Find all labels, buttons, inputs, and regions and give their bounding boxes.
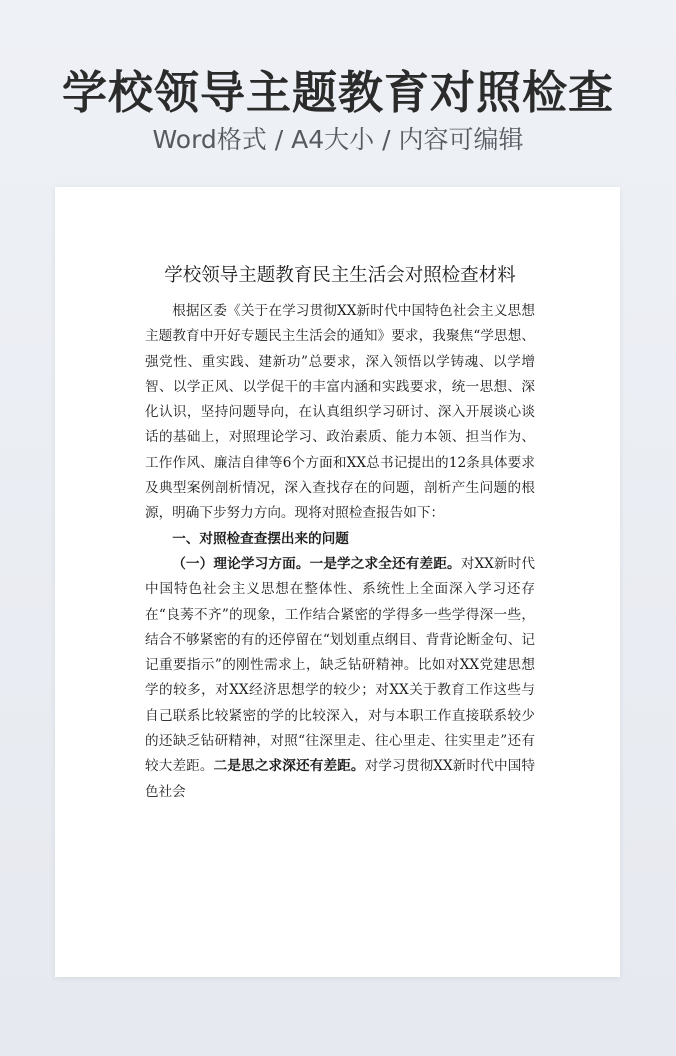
body-paragraph	[145, 552, 535, 805]
document-body	[145, 257, 535, 805]
point-two-label: 二是思之求深还有差距。	[213, 758, 365, 775]
document-title: 学校领导主题教育民主生活会对照检查材料	[164, 265, 516, 286]
document-page	[55, 187, 620, 977]
point-two-text: 对学习贯彻XX新时代中国特色社会	[145, 758, 536, 800]
banner-subtitle: Word格式 / A4大小 / 内容可编辑	[152, 125, 524, 154]
point-one-label: 一是学之求全还有差距。	[309, 555, 461, 572]
section-heading: 一、对照检查查摆出来的问题	[172, 530, 349, 547]
point-one-text: 对XX新时代中国特色社会主义思想在整体性、系统性上全面深入学习还存在“良莠不齐”的现象，工作结合紧密的学得多一些学得深一些，结合不够紧密的有的还停留在“划划重点纲目、背背论断金句、记记重要指示”的刚性需求上，缺乏钻研精神。比如对XX党建思想学的较多，对XX经济思想学的较少；对XX关于教育工作这些与自己联系比较紧密的学的比较深入，对与本职工作直接联系较少的还缺乏钻研精神，对照“往深里走、往心里走、往实里走”还有较大差距。	[145, 555, 536, 775]
subsection-label: （一）理论学习方面。	[172, 555, 310, 572]
banner-title: 学校领导主题教育对照检查	[61, 66, 614, 119]
banner	[0, 66, 676, 156]
intro-paragraph: 根据区委《关于在学习贯彻XX新时代中国特色社会主义思想主题教育中开好专题民主生活会的通知》要求，我聚焦“学思想、强党性、重实践、建新功”总要求，深入领悟以学铸魂、以学增智、以学正风、以学促干的丰富内涵和实践要求，统一思想、深化认识，坚持问题导向，在认真组织学习研讨、深入开展谈心谈话的基础上，对照理论学习、政治素质、能力本领、担当作为、工作作风、廉洁自律等6个方面和XX总书记提出的12条具体要求及典型案例剖析情况，深入查找存在的问题，剖析产生问题的根源，明确下步努力方向。现将对照检查报告如下：	[145, 303, 535, 522]
